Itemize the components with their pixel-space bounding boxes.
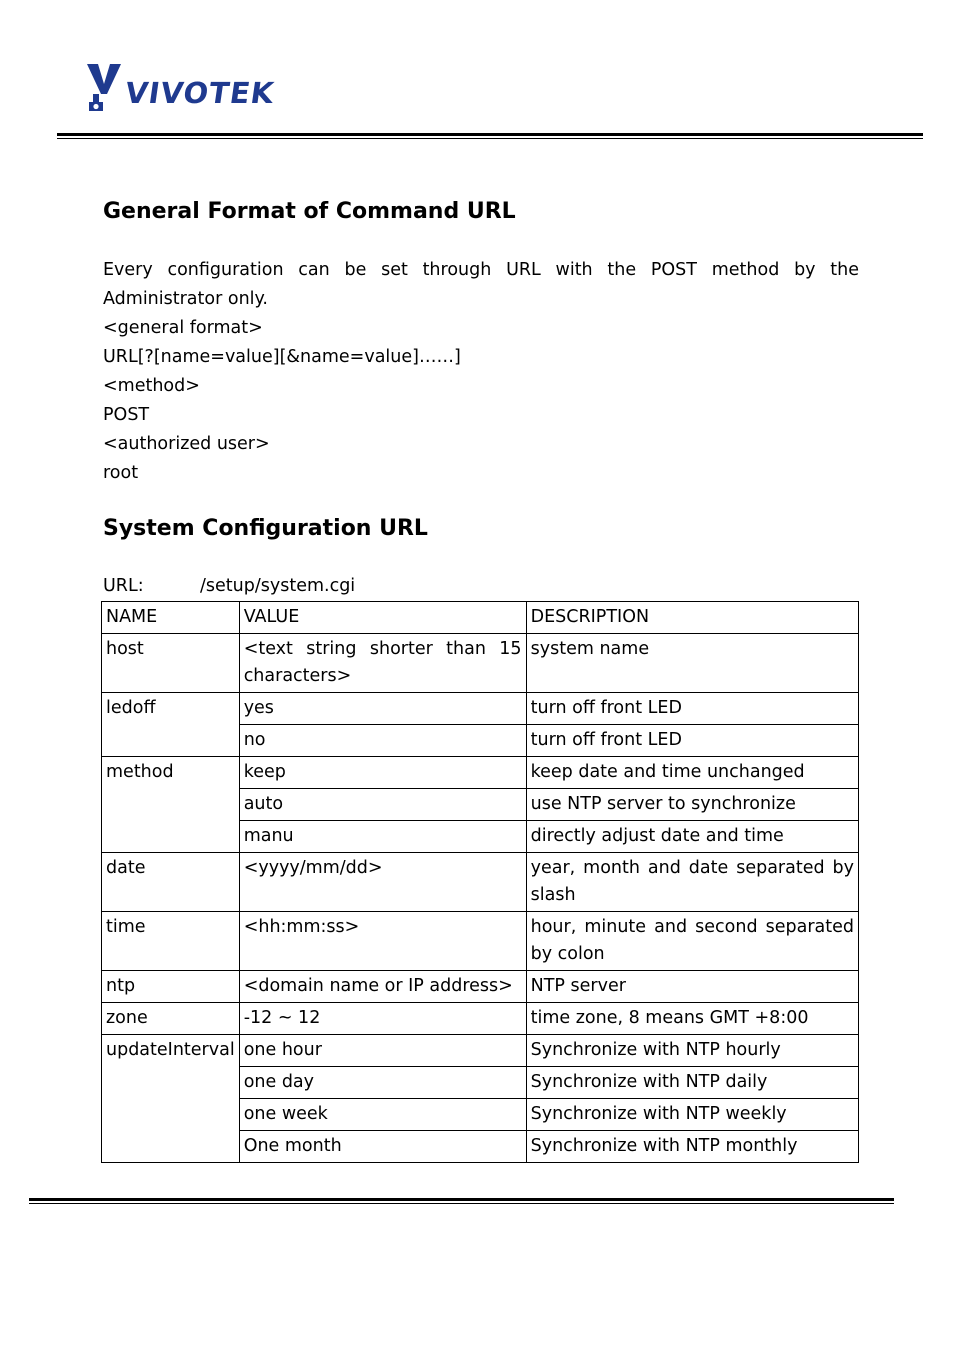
value-line-2: characters> [243,666,352,686]
value-word: than [446,639,486,659]
method-value: POST [103,405,150,425]
param-description [526,912,858,971]
param-description: turn off front LED [526,725,858,757]
param-description: Synchronize with NTP hourly [526,1035,858,1067]
value-word: string [306,639,357,659]
description-word: year, [530,858,576,878]
param-name: time [102,912,240,971]
intro-line-1 [103,256,859,285]
authorized-user-value: root [103,463,139,483]
param-value: one hour [239,1035,526,1067]
param-value: One month [239,1131,526,1163]
param-value: -12 ~ 12 [239,1003,526,1035]
section-title-system: System Configuration URL [103,516,428,541]
system-config-table [101,601,859,1163]
param-description: time zone, 8 means GMT +8:00 [526,1003,858,1035]
param-name: ntp [102,971,240,1003]
table-row-time [102,912,859,971]
description-line-2: by colon [530,944,605,964]
intro-word: configuration [167,260,284,280]
param-name: ledoff [102,693,240,757]
param-description: system name [526,634,858,693]
description-word: and [654,917,688,937]
param-value: <domain name or IP address> [239,971,526,1003]
description-word: minute [584,917,647,937]
param-value: manu [239,821,526,853]
logo-wordmark: VIVOTEK [123,76,277,110]
intro-word: URL [506,260,541,280]
param-description: Synchronize with NTP daily [526,1067,858,1099]
intro-word: the [830,260,859,280]
table-row-ntp [102,971,859,1003]
table-row-method [102,757,859,789]
param-description [526,853,858,912]
param-value: yes [239,693,526,725]
param-value [239,634,526,693]
param-description: Synchronize with NTP weekly [526,1099,858,1131]
param-value: auto [239,789,526,821]
system-url-line [103,573,355,599]
param-value: keep [239,757,526,789]
value-word: 15 [499,639,522,659]
table-row-updateinterval [102,1035,859,1067]
header-value: VALUE [239,602,526,634]
intro-word: method [711,260,780,280]
footer-divider [29,1198,894,1201]
general-format-value: URL[?[name=value][&name=value]……] [103,347,461,367]
param-name: host [102,634,240,693]
description-word: separated [765,917,854,937]
description-word: separated [736,858,825,878]
table-header-row [102,602,859,634]
value-word: shorter [369,639,433,659]
method-label: <method> [103,376,200,396]
description-word: second [695,917,758,937]
description-word: date [688,858,729,878]
header-divider [57,133,923,136]
intro-word: can [298,260,330,280]
param-value: one day [239,1067,526,1099]
general-format-label: <general format> [103,318,263,338]
param-name: zone [102,1003,240,1035]
description-word: and [647,858,681,878]
intro-line-2: Administrator only. [103,289,268,309]
param-description: directly adjust date and time [526,821,858,853]
camera-icon [85,62,125,114]
general-format-paragraph [103,256,859,488]
intro-word: by [794,260,816,280]
param-name: method [102,757,240,853]
param-name: updateInterval [102,1035,240,1163]
param-value: one week [239,1099,526,1131]
table-row-zone [102,1003,859,1035]
table-row-date [102,853,859,912]
description-word: hour, [530,917,577,937]
intro-word: POST [650,260,697,280]
intro-word: set [381,260,408,280]
param-description: turn off front LED [526,693,858,725]
header-description: DESCRIPTION [526,602,858,634]
authorized-user-label: <authorized user> [103,434,270,454]
value-word: <text [243,639,293,659]
table-row-ledoff [102,693,859,725]
intro-word: through [422,260,492,280]
param-value: <hh:mm:ss> [239,912,526,971]
table-row-host [102,634,859,693]
param-description: Synchronize with NTP monthly [526,1131,858,1163]
description-word: month [583,858,640,878]
param-description: NTP server [526,971,858,1003]
param-name: date [102,853,240,912]
description-line-2: slash [530,885,576,905]
intro-word: Every [103,260,153,280]
url-value: /setup/system.cgi [200,576,356,596]
url-label: URL: [103,576,144,596]
intro-word: be [344,260,367,280]
section-title-general: General Format of Command URL [103,199,516,224]
param-description: keep date and time unchanged [526,757,858,789]
param-value: no [239,725,526,757]
description-word: by [832,858,854,878]
vivotek-logo [85,62,295,114]
header-name: NAME [102,602,240,634]
intro-word: the [607,260,637,280]
intro-word: with [555,260,593,280]
param-value: <yyyy/mm/dd> [239,853,526,912]
param-description: use NTP server to synchronize [526,789,858,821]
